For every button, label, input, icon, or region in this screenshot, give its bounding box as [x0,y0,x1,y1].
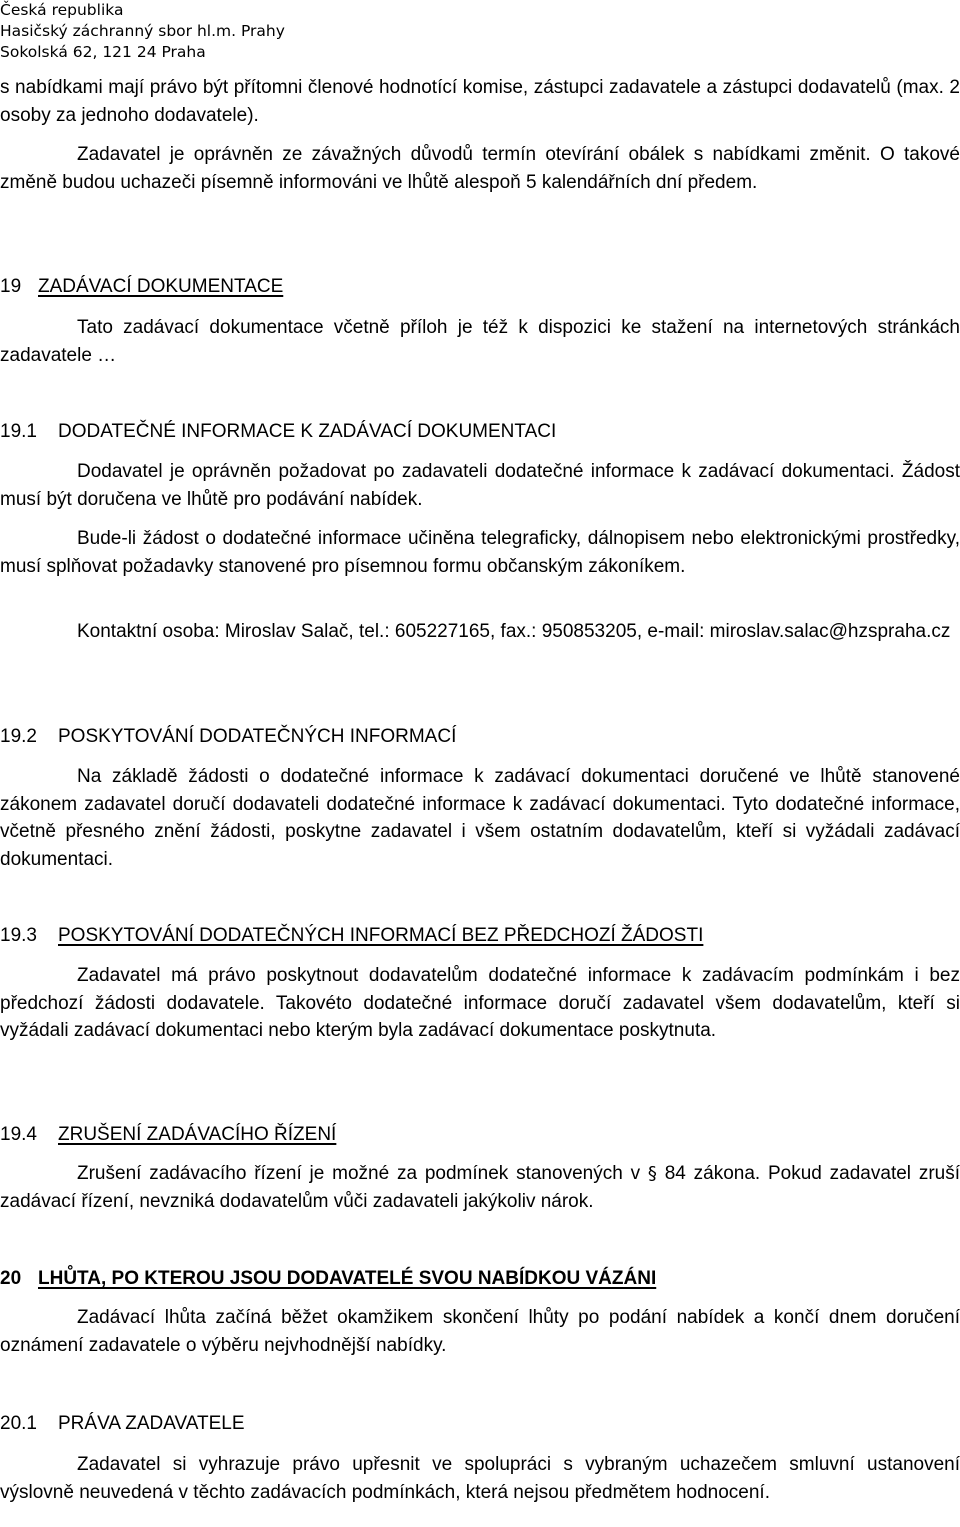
section-19-1-paragraph-1: Dodavatel je oprávněn požadovat po zadavateli dodatečné informace k zadávací dokumentaci. Žádost musí být doručena ve lhůtě pro podávání nabídek. [0,461,960,510]
section-number: 19.2 [0,726,37,747]
section-19-4-paragraph [0,1160,960,1215]
section-title: DODATEČNÉ INFORMACE K ZADÁVACÍ DOKUMENTACI [58,421,557,442]
section-number: 19.1 [0,421,37,442]
section-19-3-heading [0,923,960,949]
section-title: POSKYTOVÁNÍ DODATEČNÝCH INFORMACÍ [58,726,457,747]
paragraph-text-start: Zrušení zadávacího řízení je možné za podmínek stanovených v [77,1163,648,1184]
intro-paragraph-2: Zadavatel je oprávněn ze závažných důvodů termín otevírání obálek s nabídkami změnit. O takové změně budou uchazeči písemně informováni ve lhůtě alespoň 5 kalendářních dní předem. [0,144,960,193]
paragraph-text-end: 84 zákona. Pokud zadavatel zruší zadávací řízení, nevzniká dodavatelům vůči zadavateli jakýkoliv nárok. [0,1163,960,1212]
section-number: 20.1 [0,1413,37,1434]
section-20-1-paragraph: Zadavatel si vyhrazuje právo upřesnit ve spolupráci s vybraným uchazečem smluvní ustanovení výslovně neuvedená v těchto zadávacích podmínkách, která nejsou předmětem hodnocení. [0,1454,960,1503]
letterhead-address: Sokolská 62, 121 24 Praha [0,43,206,61]
section-20-1-heading [0,1411,960,1437]
section-19-1-paragraph-2: Bude-li žádost o dodatečné informace učiněna telegraficky, dálnopisem nebo elektronickými prostředky, musí splňovat požadavky stanovené pro písemnou formu občanským zákoníkem. [0,528,960,577]
section-number: 19.3 [0,925,37,946]
section-19-2-paragraph: Na základě žádosti o dodatečné informace k zadávací dokumentaci doručené ve lhůtě stanovené zákonem zadavatel doručí dodavateli dodatečné informace k zadávací dokumentaci. Tyto dodatečné informace, včetně přesného znění žádosti, poskytne zadavatel i všem ostatním dodavatelům, kteří si vyžádali zadávací dokumentaci. [0,766,960,870]
section-19-2-heading [0,724,960,750]
section-19-paragraph: Tato zadávací dokumentace včetně příloh je též k dispozici ke stažení na internetových stránkách zadavatele … [0,317,960,366]
section-number: 19 [0,276,22,297]
section-title: LHŮTA, PO KTEROU JSOU DODAVATELÉ SVOU NABÍDKOU VÁZÁNI [38,1268,657,1289]
section-19-heading [0,274,960,300]
section-title: PRÁVA ZADAVATELE [58,1413,245,1434]
section-19-1-contact: Kontaktní osoba: Miroslav Salač, tel.: 605227165, fax.: 950853205, e-mail: miroslav.salac@hzspraha.cz [77,621,951,642]
section-20-heading [0,1266,960,1292]
letterhead-country: Česká republika [0,1,124,19]
section-title: ZADÁVACÍ DOKUMENTACE [38,276,284,297]
section-20-paragraph: Zadávací lhůta začíná běžet okamžikem skončení lhůty po podání nabídek a končí dnem doručení oznámení zadavatele o výběru nejvhodnější nabídky. [0,1307,960,1356]
section-title: POSKYTOVÁNÍ DODATEČNÝCH INFORMACÍ BEZ PŘEDCHOZÍ ŽÁDOSTI [58,925,704,946]
letterhead [0,0,285,63]
section-19-3-paragraph: Zadavatel má právo poskytnout dodavatelům dodatečné informace k zadávacím podmínkám i bez předchozí žádosti dodavatele. Takovéto dodatečné informace doručí zadavatel všem dodavatelům, kteří si vyžádali zadávací dokumentaci nebo kterým byla zadávací dokumentace poskytnuta. [0,965,960,1041]
section-number: 19.4 [0,1124,37,1145]
intro-paragraph-1: s nabídkami mají právo být přítomni členové hodnotící komise, zástupci zadavatele a zástupci dodavatelů (max. 2 osoby za jednoho dodavatele). [0,77,960,126]
section-title: ZRUŠENÍ ZADÁVACÍHO ŘÍZENÍ [58,1124,337,1145]
letterhead-organization: Hasičský záchranný sbor hl.m. Prahy [0,22,285,40]
section-19-1-heading [0,419,960,445]
section-sign: § [647,1163,657,1184]
section-number: 20 [0,1268,22,1289]
section-19-4-heading [0,1122,960,1148]
